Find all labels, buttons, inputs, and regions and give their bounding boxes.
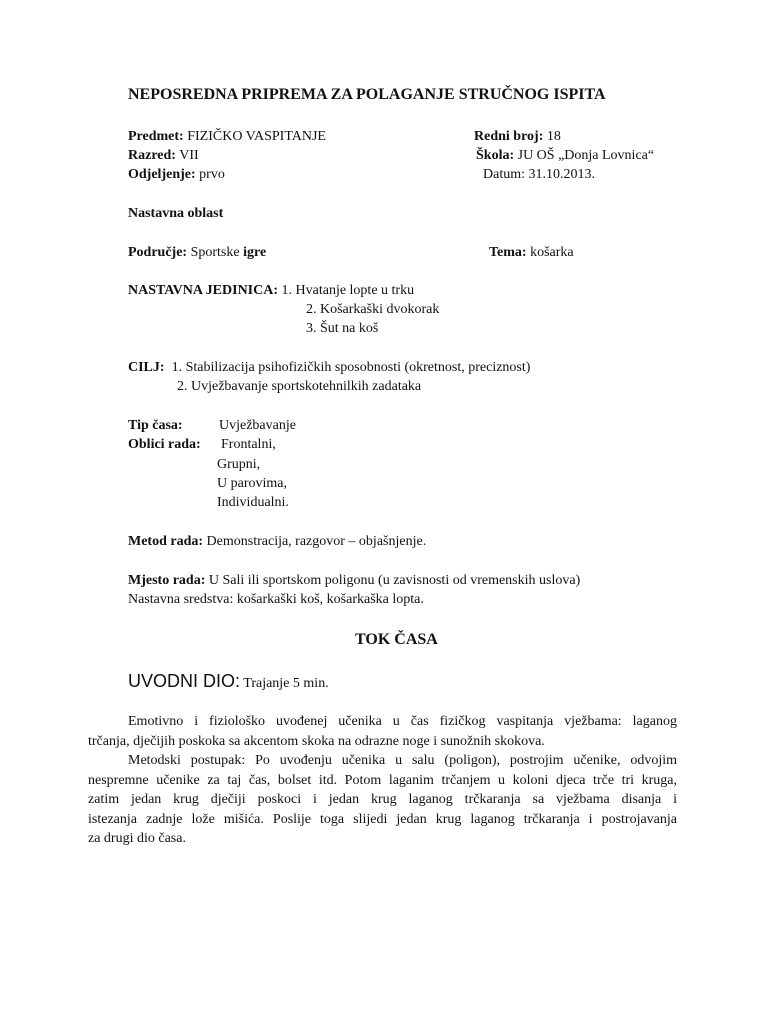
nastavna-oblast: Nastavna oblast [128,206,224,221]
odjeljenje-line [128,166,225,184]
odjeljenje-label: Odjeljenje: [128,167,196,182]
paragraph-line: za drugi dio časa. [88,831,186,846]
paragraph-line: trčanja, dječijih poskoka sa akcentom skoka na odrazne noge i sunožnih skokova. [88,733,545,749]
tema-label: Tema: [489,245,527,260]
razred-label: Razred: [128,148,176,163]
cilj-label: CILJ: [128,360,165,375]
cilj-item: 1. Stabilizacija psihofizičkih sposobnosti (okretnost, preciznost) [171,360,531,375]
skola-label: Škola: [476,148,515,163]
podrucje-value: Sportske [190,245,240,260]
paragraph-line: nespremne učenike za taj čas, bolset itd. Potom laganim trčanjem u koloni djeca trče tri kruga, [88,772,677,788]
redni-broj-value: 18 [546,129,561,144]
metod-rada-label: Metod rada: [128,534,204,549]
metod-rada-line [128,533,426,551]
razred-line [128,147,199,165]
predmet-label: Predmet: [128,129,184,144]
podrucje-line [128,244,266,262]
tok-casa-heading: TOK ČASA [355,631,438,648]
document-title: NEPOSREDNA PRIPREMA ZA POLAGANJE STRUČNOG ISPITA [128,86,606,103]
podrucje-label: Područje: [128,245,188,260]
skola-value: JU OŠ „Donja Lovnica“ [517,148,655,163]
mjesto-rada-label: Mjesto rada: [128,573,206,588]
predmet-value: FIZIČKO VASPITANJE [187,129,326,144]
uvodni-dio-value: Trajanje 5 min. [243,676,329,691]
razred-value: VII [179,148,199,163]
nastavna-jedinica-item: 2. Košarkaški dvokorak [306,302,440,317]
podrucje-value-bold: igre [243,245,267,260]
nastavna-sredstva: Nastavna sredstva: košarkaški koš, košarkaška lopta. [128,592,424,607]
paragraph-line: Metodski postupak: Po uvođenju učenika u salu (poligon), postrojim učenike, odvojim [128,753,677,768]
nastavna-jedinica-item: 3. Šut na koš [306,321,379,336]
mjesto-rada-line [128,572,580,590]
oblici-rada-label: Oblici rada: [128,437,201,452]
tema-value: košarka [530,245,574,260]
odjeljenje-value: prvo [199,167,225,182]
tip-casa-value: Uvježbavanje [219,418,296,433]
paragraph-line: zatim jedan krug dječiji poskoci i jedan krug laganog trčkaranja sa vježbama disanja i [88,792,677,807]
cilj-item: 2. Uvježbavanje sportskotehnilkih zadataka [177,379,422,394]
oblici-rada-item: Grupni, [217,457,261,472]
paragraph-line: Emotivno i fiziološko uvođenej učenika u čas fizičkog vaspitanja vježbama: laganog [128,714,677,729]
paragraph-metodski-postupak [88,751,677,849]
tip-casa-label: Tip časa: [128,418,183,433]
redni-broj-label: Redni broj: [474,129,544,144]
skola-line [476,147,654,165]
uvodni-dio-label: UVODNI DIO: [128,671,241,691]
predmet-line [128,128,326,146]
redni-broj-line [474,128,561,146]
paragraph-intro [88,712,677,751]
cilj-line [128,359,530,377]
metod-rada-value: Demonstracija, razgovor – objašnjenje. [206,534,427,549]
datum-line: Datum: 31.10.2013. [483,167,595,182]
uvodni-dio-line [128,672,329,693]
nastavna-jedinica-item: 1. Hvatanje lopte u trku [281,283,415,298]
oblici-rada-item: U parovima, [217,476,287,491]
tema-line [489,244,574,262]
oblici-rada-item: Individualni. [217,495,289,510]
paragraph-line: istezanja zadnje lože mišića. Poslije toga slijedi jedan krug laganog trčkaranja i postrojavanja [88,811,677,827]
oblici-rada-item: Frontalni, [221,437,276,452]
mjesto-rada-value: U Sali ili sportskom poligonu (u zavisnosti od vremenskih uslova) [208,573,581,588]
nastavna-jedinica-line [128,282,414,300]
nastavna-jedinica-label: NASTAVNA JEDINICA: [128,283,279,298]
